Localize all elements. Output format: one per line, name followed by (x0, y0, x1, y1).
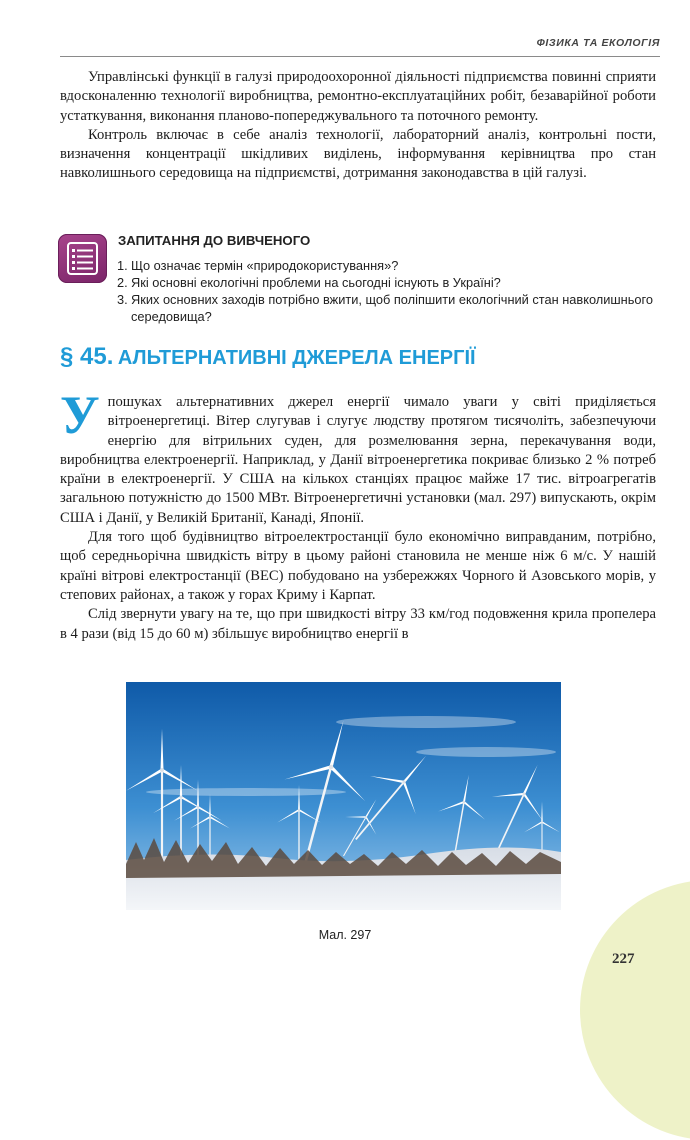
body-paragraph-3: Слід звернути увагу на те, що при швидкості вітру 33 км/год подовження крила пропелера в 4 рази (від 15 до 60 м) збільшує виробництво енергії в (60, 606, 656, 642)
body-paragraph-1 (60, 385, 656, 528)
corner-decoration (580, 880, 690, 1140)
question-number: 3. (117, 292, 128, 307)
question-text: Що означає термін «природокористування»? (131, 258, 399, 273)
questions-list (117, 257, 657, 325)
page-number: 227 (612, 951, 635, 967)
list-icon (58, 234, 107, 283)
body-paragraph-2: Для того щоб будівництво вітроелектростанції було економічно виправданим, потрібно, щоб середньорічна швидкість вітру в цьому районі становила не менше ніж 6 м/с. У нашій країні вітрові електростанції (ВЕС) побудовано на узбережжях Чорного й Азовського морів, у степових районах, а також у горах Криму і Карпат. (60, 529, 656, 603)
questions-title: ЗАПИТАННЯ ДО ВИВЧЕНОГО (118, 233, 311, 248)
section-body (60, 385, 656, 644)
question-text: Яких основних заходів потрібно вжити, щоб поліпшити екологічний стан навколишнього середовища? (131, 292, 654, 324)
question-item (117, 257, 657, 274)
question-item (117, 291, 657, 325)
section-heading (60, 343, 476, 371)
header-rule (60, 56, 660, 57)
question-item (117, 274, 657, 291)
intro-paragraph-1: Управлінські функції в галузі природоохоронної діяльності підприємства повинні сприяти вдосконаленню технології виробництва, ремонтно-експлуатаційних робіт, безаварійної роботи устаткування, виконання планово-попереджувального та поточного ремонту. (60, 69, 656, 124)
question-number: 2. (117, 275, 128, 290)
intro-paragraph-2: Контроль включає в себе аналіз технології, лабораторний аналіз, контрольні пости, визначення концентрації шкідливих виділень, інформування керівництва про стан навколишнього середовища на підприємстві, дотримання законодавства в цій галузі. (60, 126, 656, 182)
figure-caption: Мал. 297 (318, 928, 372, 942)
wind-turbines-photo (126, 682, 561, 910)
dropcap-letter: У (60, 385, 100, 445)
section-title: АЛЬТЕРНАТИВНІ ДЖЕРЕЛА ЕНЕРГІЇ (117, 347, 476, 369)
section-number: § 45. (60, 343, 114, 370)
question-number: 1. (117, 258, 128, 273)
question-text: Які основні екологічні проблеми на сьогодні існують в Україні? (131, 275, 501, 290)
intro-text (60, 68, 656, 184)
body-paragraph-1-text: пошуках альтернативних джерел енергії чимало уваги у світі приділяється вітроенергетиці. Вітер слугував і слугує людству протягом тисячоліть, забезпечуючи енергію для вітрильних суден, для розмелювання зерна, перекачування води, виробництва електроенергії. Наприклад, у Данії вітроенергетика покриває близько 2 % потреб країни в електроенергії. У США на кількох станціях працює майже 17 тис. вітроагрегатів загальною потужністю до 1500 МВт. Вітроенергетичні установки (мал. 297) випускають, окрім США і Данії, у Великій Британії, Канаді, Японії. (60, 394, 656, 526)
running-header: ФІЗИКА ТА ЕКОЛОГІЯ (536, 37, 660, 49)
